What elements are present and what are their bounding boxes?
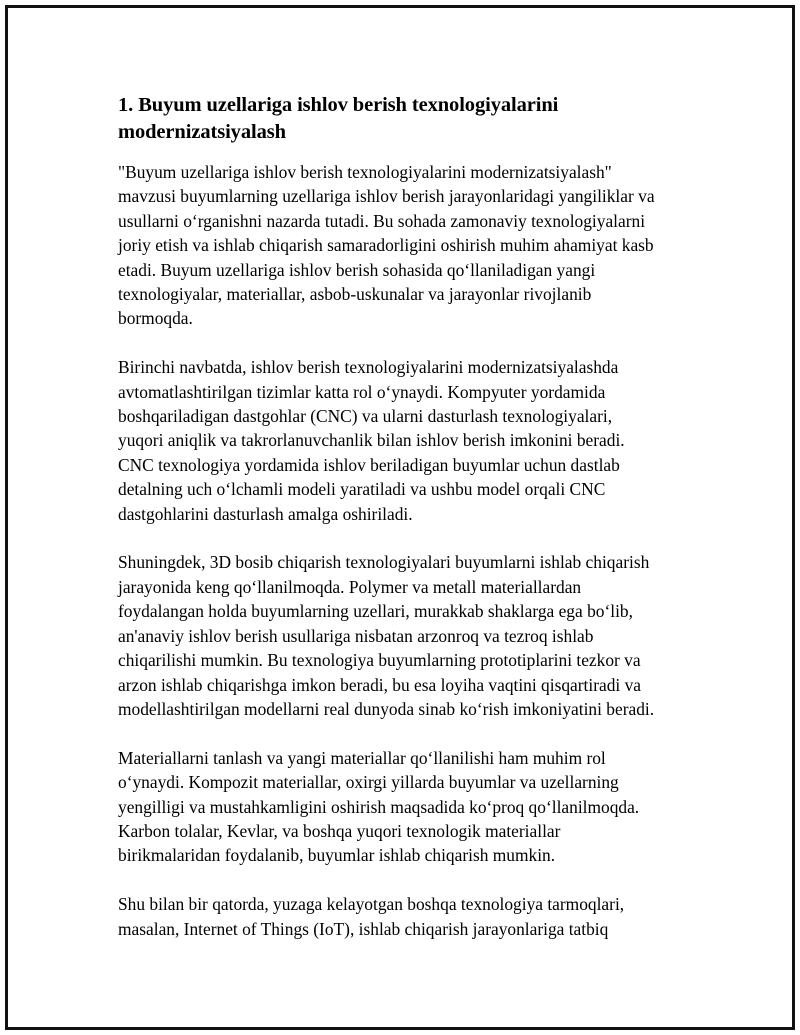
text-line: chiqarilishi mumkin. Bu texnologiya buyumlarning prototiplarini tezkor va <box>118 650 641 671</box>
text-line: detalning uch o‘lchamli modeli yaratiladi va ushbu model orqali CNC <box>118 479 606 500</box>
text-line: Karbon tolalar, Kevlar, va boshqa yuqori texnologik materiallar <box>118 820 561 841</box>
text-line: foydalangan holda buyumlarning uzellari, murakkab shaklarga ega bo‘lib, <box>118 601 633 622</box>
paragraph-iot <box>118 892 698 941</box>
text-line: jarayonida keng qo‘llanilmoqda. Polymer va metall materiallardan <box>118 576 582 597</box>
text-line: usullarni o‘rganishni nazarda tutadi. Bu sohada zamonaviy texnologiyalarni <box>118 210 646 231</box>
text-line: Shuningdek, 3D bosib chiqarish texnologiyalari buyumlarni ishlab chiqarish <box>118 552 650 573</box>
heading-line: 1. Buyum uzellariga ishlov berish texnologiyalarini <box>118 94 559 116</box>
text-line: Materiallarni tanlash va yangi materiallar qo‘llanilishi ham muhim rol <box>118 747 606 768</box>
text-line: an'anaviy ishlov berish usullariga nisbatan arzonroq va tezroq ishlab <box>118 625 594 646</box>
text-line: joriy etish va ishlab chiqarish samaradorligini oshirish muhim ahamiyat kasb <box>118 235 654 256</box>
text-line: yuqori aniqlik va takrorlanuvchanlik bilan ishlov berish imkonini beradi. <box>118 430 625 451</box>
text-line: birikmalaridan foydalanib, buyumlar ishlab chiqarish mumkin. <box>118 845 556 866</box>
paragraph-3d-printing <box>118 550 698 721</box>
text-line: "Buyum uzellariga ishlov berish texnologiyalarini modernizatsiyalash" <box>118 162 612 182</box>
text-line: o‘ynaydi. Kompozit materiallar, oxirgi yillarda buyumlar va uzellarning <box>118 772 619 793</box>
text-line: mavzusi buyumlarning uzellariga ishlov berish jarayonlaridagi yangiliklar va <box>118 186 655 207</box>
text-line: dastgohlarini dasturlash amalga oshiriladi. <box>118 503 413 524</box>
section-heading <box>118 92 698 146</box>
text-line: boshqariladigan dastgohlar (CNC) va ularni dasturlash texnologiyalari, <box>118 406 613 427</box>
text-line: texnologiyalar, materiallar, asbob-uskunalar va jarayonlar rivojlanib <box>118 284 592 305</box>
text-line: bormoqda. <box>118 308 193 329</box>
text-line: Shu bilan bir qatorda, yuzaga kelayotgan boshqa texnologiya tarmoqlari, <box>118 894 625 915</box>
paragraph-materials <box>118 746 698 868</box>
document-body <box>118 92 698 965</box>
text-line: arzon ishlab chiqarishga imkon beradi, bu esa loyiha vaqtini qisqartiradi va <box>118 674 642 695</box>
text-line: modellashtirilgan modellarni real dunyoda sinab ko‘rish imkoniyatini beradi. <box>118 698 655 719</box>
text-line: CNC texnologiya yordamida ishlov beriladigan buyumlar uchun dastlab <box>118 454 620 475</box>
paragraph-intro <box>118 160 698 331</box>
text-line: etadi. Buyum uzellariga ishlov berish sohasida qo‘llaniladigan yangi <box>118 259 596 280</box>
paragraph-automation <box>118 355 698 526</box>
text-line: masalan, Internet of Things (IoT), ishlab chiqarish jarayonlariga tatbiq <box>118 918 609 939</box>
text-line: yengilligi va mustahkamligini oshirish maqsadida ko‘proq qo‘llanilmoqda. <box>118 796 640 817</box>
text-line: Birinchi navbatda, ishlov berish texnologiyalarini modernizatsiyalashda <box>118 357 619 378</box>
heading-line: modernizatsiyalash <box>118 121 286 143</box>
text-line: avtomatlashtirilgan tizimlar katta rol o‘ynaydi. Kompyuter yordamida <box>118 381 606 402</box>
